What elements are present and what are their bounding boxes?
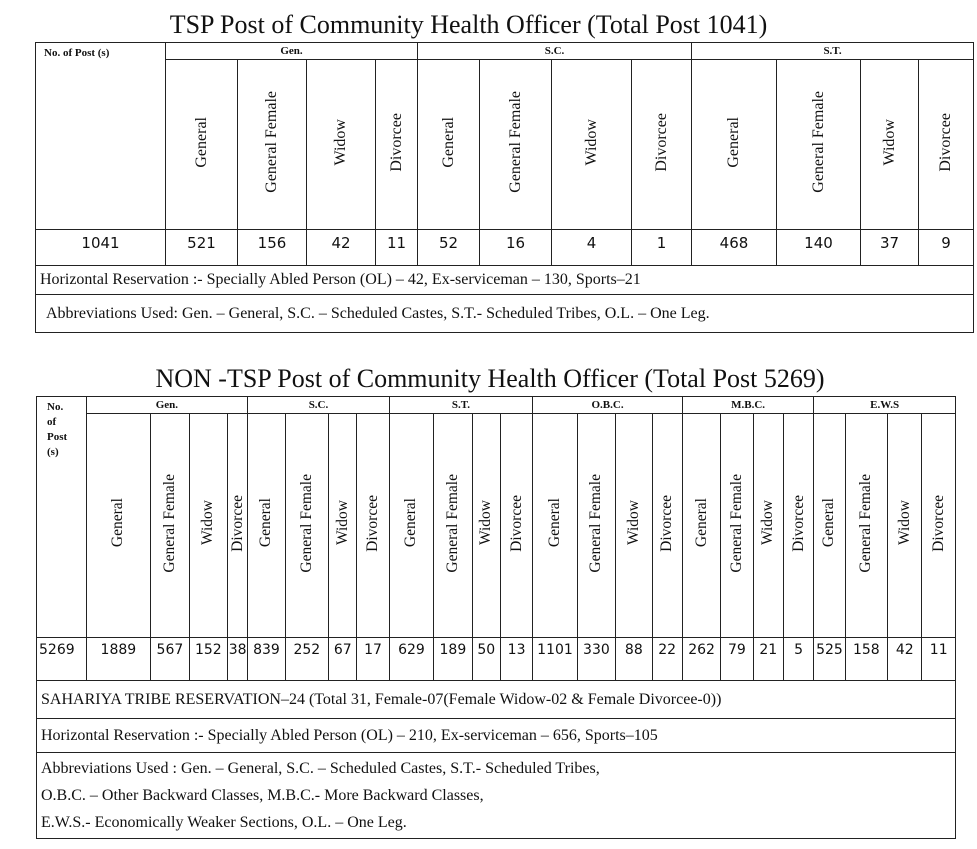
group-header-gen: Gen.: [86, 397, 248, 414]
value-cell: 52: [418, 230, 480, 266]
value-cell: 567: [151, 638, 189, 681]
value-cell: 1889: [86, 638, 151, 681]
group-header-sc: S.C.: [248, 397, 389, 414]
subheader-cell: [888, 414, 922, 638]
subheader-label: General: [820, 498, 838, 548]
subheader-cell: [814, 414, 845, 638]
value-cell: 156: [238, 230, 307, 266]
value-cell: 4: [552, 230, 632, 266]
subheader-label: Widow: [582, 118, 600, 166]
subheader-cell: [472, 414, 500, 638]
value-cell: 9: [919, 230, 974, 266]
horizontal-reservation-note: Horizontal Reservation :- Specially Abled Person (OL) – 210, Ex-serviceman – 656, Sports–105: [37, 719, 956, 753]
value-cell: 22: [652, 638, 682, 681]
subheader-cell: [228, 414, 248, 638]
subheader-cell: [919, 60, 974, 230]
subheader-label: General: [725, 116, 742, 168]
value-cell: 629: [389, 638, 433, 681]
subheader-cell: [577, 414, 615, 638]
value-cell: 13: [500, 638, 532, 681]
value-cell: 79: [721, 638, 753, 681]
value-cell: 330: [577, 638, 615, 681]
value-cell: 37: [861, 230, 919, 266]
tsp-table: [35, 42, 974, 333]
subheader-label: General Female: [263, 91, 280, 193]
subheader-label: General: [402, 498, 420, 548]
value-cell: 38: [228, 638, 248, 681]
subheader-label: General: [109, 498, 127, 548]
group-header-ews: E.W.S: [814, 397, 956, 414]
value-cell: 189: [434, 638, 472, 681]
subheader-label: General Female: [727, 473, 745, 573]
subheader-label: General Female: [587, 473, 605, 573]
subheader-cell: [682, 414, 720, 638]
subheader-label: General Female: [297, 473, 315, 573]
value-cell: 140: [777, 230, 861, 266]
subheader-label: General Female: [443, 473, 461, 573]
abbreviations-line: O.B.C. – Other Backward Classes, M.B.C.- More Backward Classes,: [41, 787, 484, 804]
value-cell: 158: [845, 638, 887, 681]
subheader-cell: [922, 414, 956, 638]
values-row: [37, 638, 956, 681]
subheader-cell: [861, 60, 919, 230]
value-cell: 262: [682, 638, 720, 681]
value-cell: 50: [472, 638, 500, 681]
value-cell: 42: [307, 230, 376, 266]
post-count-header: No. of Post (s): [36, 43, 166, 230]
subheader-cell: [652, 414, 682, 638]
subheader-row: [36, 60, 974, 230]
post-count-header-line: Post: [47, 431, 68, 443]
subheader-cell: [632, 60, 692, 230]
value-cell: 88: [616, 638, 652, 681]
subheader-cell: [189, 414, 227, 638]
subheader-label: General: [192, 116, 210, 168]
subheader-cell: [418, 60, 480, 230]
value-cell: 17: [357, 638, 389, 681]
subheader-cell: [721, 414, 753, 638]
value-cell: 11: [922, 638, 956, 681]
subheader-label: General Female: [857, 473, 875, 573]
subheader-label: General Female: [506, 91, 524, 193]
non-tsp-table: [36, 396, 956, 839]
subheader-cell: [329, 414, 357, 638]
post-count-header: [37, 397, 87, 638]
value-cell: 839: [248, 638, 285, 681]
post-count-header-line: of: [47, 416, 57, 428]
subheader-label: Widow: [199, 500, 217, 546]
subheader-cell: [389, 414, 433, 638]
subheader-label: Divorcee: [929, 494, 947, 552]
subheader-label: Divorcee: [507, 494, 525, 552]
subheader-cell: [151, 414, 189, 638]
subheader-cell: [307, 60, 376, 230]
subheader-cell: [692, 60, 777, 230]
subheader-label: General: [545, 498, 563, 548]
subheader-cell: [533, 414, 577, 638]
subheader-label: General: [439, 116, 457, 168]
subheader-label: Widow: [332, 118, 349, 166]
subheader-cell: [248, 414, 285, 638]
group-header-obc: O.B.C.: [533, 397, 683, 414]
value-cell: 42: [888, 638, 922, 681]
value-cell: 152: [189, 638, 227, 681]
subheader-cell: [552, 60, 632, 230]
abbreviations-line: E.W.S.- Economically Weaker Sections, O.L. – One Leg.: [41, 814, 407, 831]
value-cell: 468: [692, 230, 777, 266]
abbreviations-line: Abbreviations Used : Gen. – General, S.C. – Scheduled Castes, S.T.- Scheduled Tribes,: [41, 760, 600, 777]
subheader-cell: [166, 60, 238, 230]
group-header-sc: S.C.: [418, 43, 692, 60]
post-count-header-line: No.: [47, 401, 64, 413]
value-cell: 16: [480, 230, 552, 266]
tsp-title: TSP Post of Community Health Officer (Total Post 1041): [169, 10, 768, 39]
group-header-st: S.T.: [692, 43, 974, 60]
group-header-st: S.T.: [389, 397, 533, 414]
subheader-label: Divorcee: [937, 112, 954, 172]
value-cell: 67: [329, 638, 357, 681]
subheader-label: Widow: [759, 500, 777, 546]
subheader-label: Widow: [477, 500, 495, 546]
subheader-cell: [616, 414, 652, 638]
total-posts: 5269: [37, 638, 87, 681]
value-cell: 525: [814, 638, 845, 681]
subheader-label: Divorcee: [387, 112, 405, 172]
value-cell: 521: [166, 230, 238, 266]
subheader-label: Divorcee: [228, 494, 246, 552]
subheader-label: Divorcee: [658, 494, 676, 552]
abbreviations-note: [37, 753, 956, 839]
value-cell: 1101: [533, 638, 577, 681]
subheader-cell: [845, 414, 887, 638]
subheader-label: General: [257, 498, 275, 548]
subheader-label: Widow: [895, 500, 913, 546]
subheader-label: General Female: [160, 473, 178, 573]
subheader-cell: [500, 414, 532, 638]
subheader-cell: [376, 60, 418, 230]
subheader-cell: [480, 60, 552, 230]
sahariya-tribe-note: SAHARIYA TRIBE RESERVATION–24 (Total 31, Female-07(Female Widow-02 & Female Divorcee-0)): [37, 681, 956, 719]
subheader-cell: [86, 414, 151, 638]
horizontal-reservation-note: Horizontal Reservation :- Specially Abled Person (OL) – 42, Ex-serviceman – 130, Sports–21: [36, 266, 974, 295]
subheader-label: Widow: [624, 500, 642, 546]
post-count-header-line: (s): [47, 446, 59, 458]
subheader-cell: [753, 414, 783, 638]
subheader-cell: [783, 414, 813, 638]
subheader-cell: [777, 60, 861, 230]
subheader-label: General: [692, 498, 710, 548]
subheader-label: Divorcee: [652, 112, 670, 172]
values-row: [36, 230, 974, 266]
subheader-cell: [434, 414, 472, 638]
subheader-row: [37, 414, 956, 638]
subheader-cell: [357, 414, 389, 638]
subheader-label: Widow: [333, 500, 351, 546]
value-cell: 1: [632, 230, 692, 266]
value-cell: 5: [783, 638, 813, 681]
group-header-mbc: M.B.C.: [682, 397, 813, 414]
subheader-label: Widow: [880, 118, 898, 166]
non-tsp-title: NON -TSP Post of Community Health Officer (Total Post 5269): [155, 364, 825, 393]
group-header-gen: Gen.: [166, 43, 418, 60]
subheader-label: Divorcee: [364, 494, 382, 552]
subheader-cell: [238, 60, 307, 230]
subheader-label: General Female: [809, 91, 827, 193]
total-posts: 1041: [36, 230, 166, 266]
value-cell: 11: [376, 230, 418, 266]
subheader-cell: [285, 414, 328, 638]
value-cell: 21: [753, 638, 783, 681]
value-cell: 252: [285, 638, 328, 681]
subheader-label: Divorcee: [789, 494, 807, 552]
abbreviations-note: Abbreviations Used: Gen. – General, S.C. – Scheduled Castes, S.T.- Scheduled Tribes, O.L. – One Leg.: [36, 295, 974, 333]
